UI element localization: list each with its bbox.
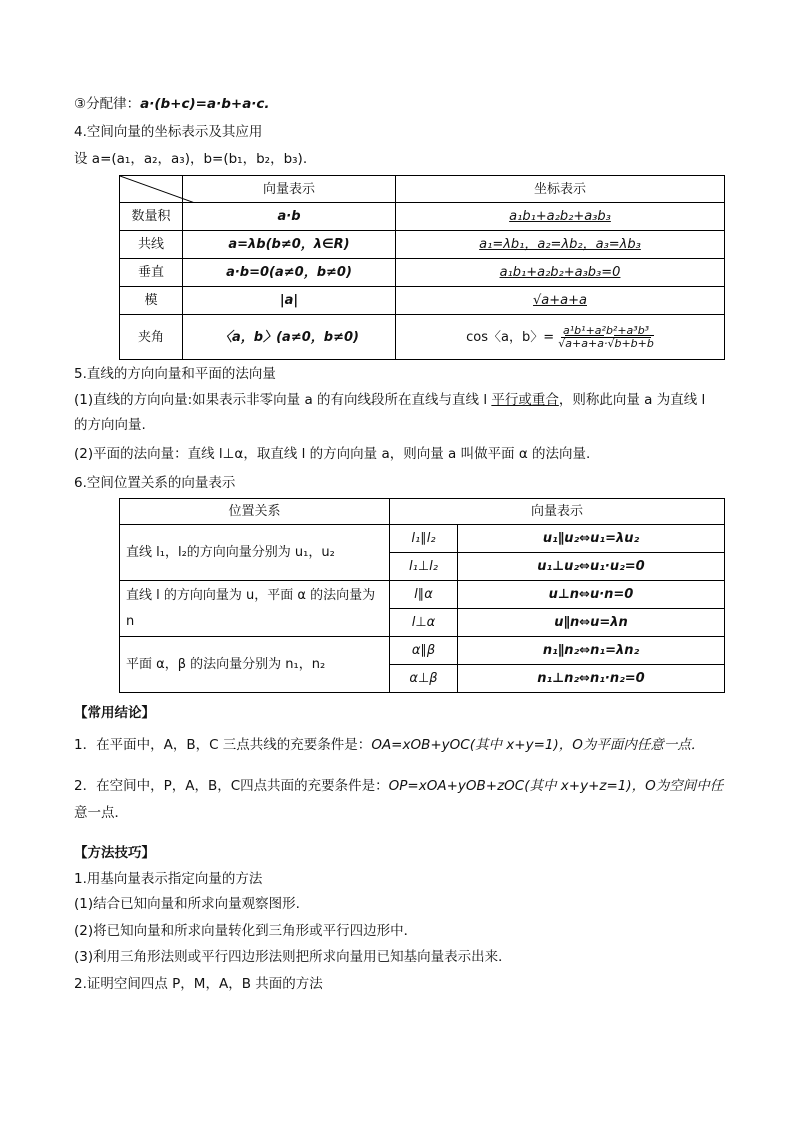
- relation-cell: α⊥β: [390, 665, 458, 693]
- method-1: 1.用基向量表示指定向量的方法: [74, 871, 263, 887]
- position-relation-table: [119, 498, 725, 693]
- header-vector: 向量表示: [390, 499, 725, 525]
- direction-vector-line: (1)直线的方向向量:如果表示非零向量 a 的有向线段所在直线与直线 l 平行或重合，则称此向量 a 为直线 l: [74, 392, 706, 408]
- angle-fraction: $\frac{\text{a¹b¹+a²b²+a³b³}}{√a+a+a\cdot√b+b+b}$: [558, 323, 654, 350]
- method-heading: 【方法技巧】: [74, 845, 155, 861]
- diagonal-line-icon: [120, 176, 195, 203]
- relation-desc: 直线 l₁，l₂的方向向量分别为 u₁，u₂: [120, 525, 390, 581]
- direction-vector-line-2: 的方向向量.: [74, 417, 146, 433]
- section-4-title: 4.空间向量的坐标表示及其应用: [74, 124, 263, 140]
- row-label: 垂直: [120, 259, 183, 287]
- method-1-step-1: (1)结合已知向量和所求向量观察图形.: [74, 896, 300, 912]
- method-2: 2.证明空间四点 P，M，A，B 共面的方法: [74, 976, 323, 992]
- vector-cell: n₁⊥n₂⇔n₁·n₂=0: [458, 665, 725, 693]
- relation-cell: l₁⊥l₂: [390, 553, 458, 581]
- table-row: [120, 581, 725, 609]
- relation-cell: α∥β: [390, 637, 458, 665]
- row-label: 夹角: [120, 315, 183, 360]
- relation-desc: 平面 α，β 的法向量分别为 n₁，n₂: [120, 637, 390, 693]
- table-row: [120, 637, 725, 665]
- common-conclusions-heading: 【常用结论】: [74, 705, 155, 721]
- coordinate-cell: √a+a+a: [396, 287, 725, 315]
- table-row: [120, 259, 725, 287]
- vector-cell: 〈a，b〉(a≠0，b≠0): [183, 315, 396, 360]
- section-5-title: 5.直线的方向向量和平面的法向量: [74, 366, 276, 382]
- coordinate-cell: a₁b₁+a₂b₂+a₃b₃=0: [396, 259, 725, 287]
- relation-cell: l∥α: [390, 581, 458, 609]
- method-1-step-3: (3)利用三角形法则或平行四边形法则把所求向量用已知基向量表示出来．: [74, 949, 512, 965]
- coordinate-cell: cos〈a，b〉= $\frac{\text{a¹b¹+a²b²+a³b³}}{√a+a+a\cdot√b+b+b}$: [396, 315, 725, 360]
- relation-desc: 直线 l 的方向向量为 u，平面 α 的法向量为 n: [120, 581, 390, 637]
- coordinate-table: [119, 175, 725, 360]
- relation-cell: l⊥α: [390, 609, 458, 637]
- vector-cell: a·b: [183, 203, 396, 231]
- vector-cell: u₁∥u₂⇔u₁=λu₂: [458, 525, 725, 553]
- diagonal-cell: [120, 176, 183, 203]
- table-row: [120, 525, 725, 553]
- table-row: [120, 315, 725, 360]
- section-6-title: 6.空间位置关系的向量表示: [74, 475, 236, 491]
- vector-cell: n₁∥n₂⇔n₁=λn₂: [458, 637, 725, 665]
- table-row: [120, 287, 725, 315]
- vector-cell: u∥n⇔u=λn: [458, 609, 725, 637]
- vector-cell: a·b=0(a≠0，b≠0): [183, 259, 396, 287]
- row-label: 数量积: [120, 203, 183, 231]
- header-vector: 向量表示: [183, 176, 396, 203]
- table-row: [120, 231, 725, 259]
- relation-cell: l₁∥l₂: [390, 525, 458, 553]
- vector-cell: |a|: [183, 287, 396, 315]
- vector-cell: u⊥n⇔u·n=0: [458, 581, 725, 609]
- header-relation: 位置关系: [120, 499, 390, 525]
- coordinate-cell: a₁=λb₁，a₂=λb₂，a₃=λb₃: [396, 231, 725, 259]
- vector-cell: a=λb(b≠0，λ∈R): [183, 231, 396, 259]
- method-1-step-2: (2)将已知向量和所求向量转化到三角形或平行四边形中．: [74, 923, 418, 939]
- table-header-row: [120, 499, 725, 525]
- header-coordinate: 坐标表示: [396, 176, 725, 203]
- conclusion-2: 2．在空间中，P，A，B，C四点共面的充要条件是：OP=xOA+yOB+zOC(其中 x+y+z=1)，O为空间中任: [74, 778, 724, 794]
- table-header-row: [120, 176, 725, 203]
- conclusion-1: 1．在平面中，A，B，C 三点共线的充要条件是：OA=xOB+yOC(其中 x+y=1)，O为平面内任意一点．: [74, 737, 705, 753]
- distributive-law-line: ③分配律：a·(b+c)=a·b+a·c.: [74, 96, 270, 112]
- vector-cell: u₁⊥u₂⇔u₁·u₂=0: [458, 553, 725, 581]
- conclusion-2-cont: 意一点．: [74, 805, 128, 821]
- table-row: [120, 203, 725, 231]
- coordinate-cell: a₁b₁+a₂b₂+a₃b₃: [396, 203, 725, 231]
- coordinate-definition: 设 a=(a₁，a₂，a₃)，b=(b₁，b₂，b₃).: [74, 151, 308, 167]
- row-label: 共线: [120, 231, 183, 259]
- normal-vector-line: (2)平面的法向量：直线 l⊥α，取直线 l 的方向向量 a，则向量 a 叫做平面 α 的法向量.: [74, 446, 591, 462]
- row-label: 模: [120, 287, 183, 315]
